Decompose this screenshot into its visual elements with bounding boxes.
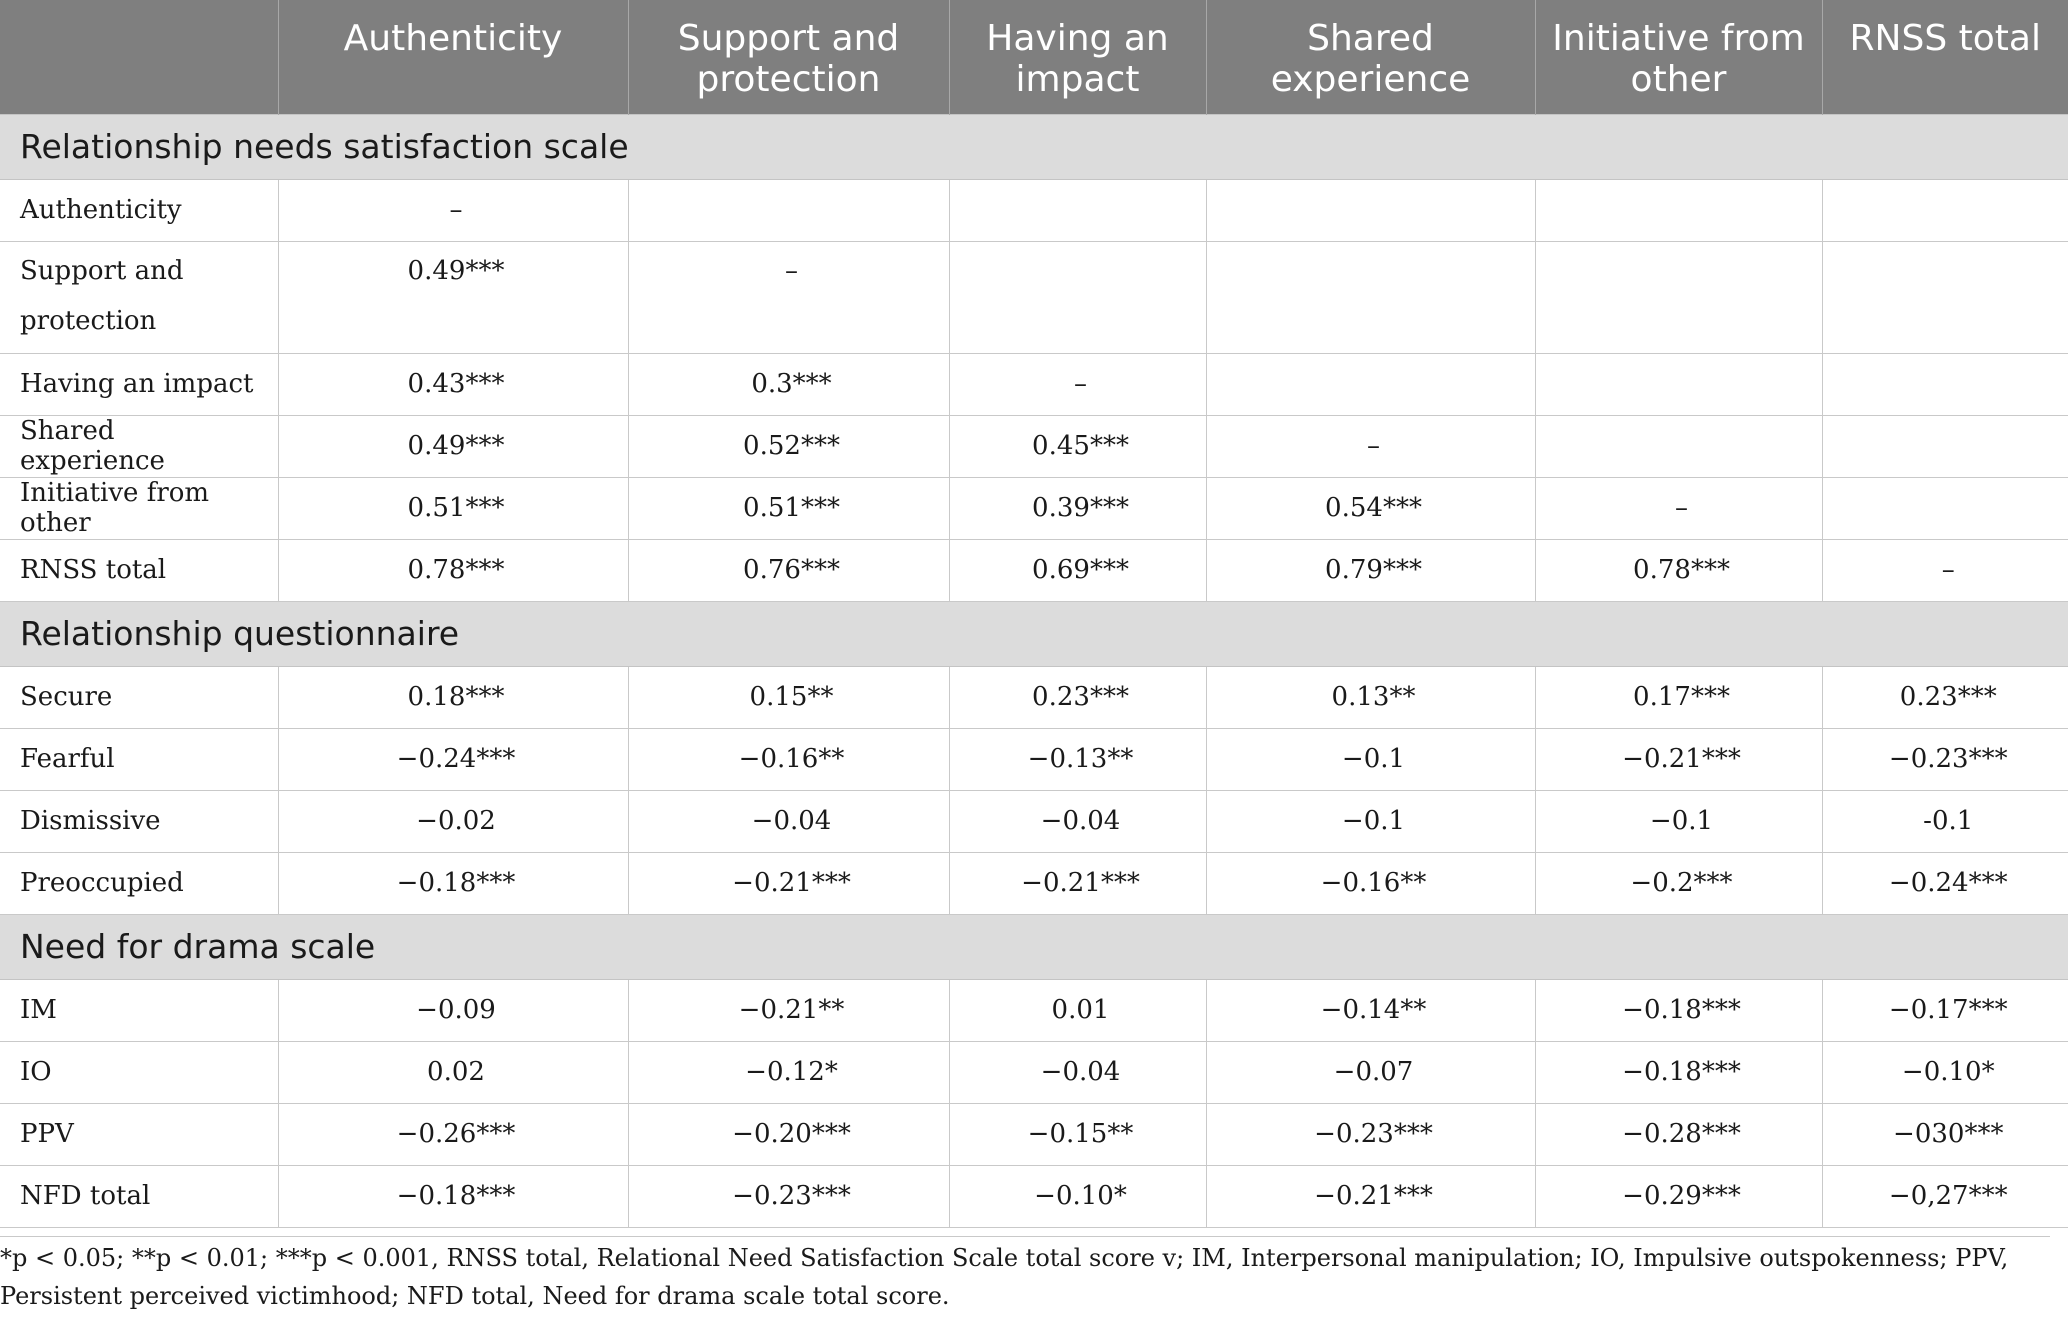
correlation-value: −0.21** (628, 979, 949, 1041)
correlation-value: −0.2*** (1535, 852, 1822, 914)
correlation-value: −030*** (1822, 1103, 2068, 1165)
table-row (0, 790, 2068, 852)
correlation-value: −0.16** (1206, 852, 1535, 914)
table-row (0, 1041, 2068, 1103)
correlation-value: 0.17*** (1535, 666, 1822, 728)
correlation-value: – (278, 179, 628, 241)
correlation-value (628, 179, 949, 241)
section-title: Relationship questionnaire (0, 601, 2068, 666)
correlation-value: −0.26*** (278, 1103, 628, 1165)
section-title: Relationship needs satisfaction scale (0, 114, 2068, 179)
correlation-value: −0.1 (1535, 790, 1822, 852)
correlation-value: 0.45*** (949, 415, 1206, 477)
correlation-value: – (1206, 415, 1535, 477)
section-header-row (0, 114, 2068, 179)
table-body (0, 114, 2068, 1227)
correlation-value: −0.21*** (949, 852, 1206, 914)
table-row (0, 179, 2068, 241)
correlation-value (1535, 179, 1822, 241)
correlation-value: 0.51*** (628, 477, 949, 539)
row-label: IO (0, 1041, 278, 1103)
correlation-value (1535, 415, 1822, 477)
correlation-value: 0.51*** (278, 477, 628, 539)
row-label: PPV (0, 1103, 278, 1165)
correlation-value (1535, 241, 1822, 353)
row-label: Dismissive (0, 790, 278, 852)
table-row (0, 353, 2068, 415)
table-header (0, 0, 2068, 114)
row-label: Having an impact (0, 353, 278, 415)
correlation-value: −0.23*** (1822, 728, 2068, 790)
row-label: Secure (0, 666, 278, 728)
correlation-value: −0.18*** (1535, 1041, 1822, 1103)
header-initiative-from-other: Initiative from other (1535, 0, 1822, 114)
correlation-value (1822, 353, 2068, 415)
table-row (0, 852, 2068, 914)
correlation-value (1206, 353, 1535, 415)
correlation-value: −0.24*** (278, 728, 628, 790)
correlation-value: 0.13** (1206, 666, 1535, 728)
section-title: Need for drama scale (0, 914, 2068, 979)
row-label: Shared experience (0, 415, 278, 477)
correlation-value: 0.23*** (949, 666, 1206, 728)
correlation-value (1822, 179, 2068, 241)
correlation-value (1822, 241, 2068, 353)
table-row (0, 1165, 2068, 1227)
table-row (0, 979, 2068, 1041)
section-header-row (0, 601, 2068, 666)
correlation-value: −0.02 (278, 790, 628, 852)
correlation-value: −0.18*** (278, 852, 628, 914)
correlation-value: 0.69*** (949, 539, 1206, 601)
correlation-value: 0.39*** (949, 477, 1206, 539)
row-label: Initiative from other (0, 477, 278, 539)
row-label: IM (0, 979, 278, 1041)
correlation-value: −0.1 (1206, 728, 1535, 790)
row-label: Support and protection (0, 241, 278, 353)
correlation-value: −0.04 (949, 790, 1206, 852)
correlation-value (1535, 353, 1822, 415)
correlation-value: −0.24*** (1822, 852, 2068, 914)
header-blank-cell (0, 0, 278, 114)
correlation-value: – (1822, 539, 2068, 601)
correlation-value: 0.18*** (278, 666, 628, 728)
correlation-value: −0.04 (949, 1041, 1206, 1103)
correlation-value: −0.18*** (278, 1165, 628, 1227)
table-row (0, 477, 2068, 539)
correlation-value: – (1535, 477, 1822, 539)
correlation-value: 0.02 (278, 1041, 628, 1103)
correlation-value: 0.15** (628, 666, 949, 728)
correlation-value: 0.49*** (278, 415, 628, 477)
correlation-value: −0.23*** (1206, 1103, 1535, 1165)
header-shared-experience: Shared experience (1206, 0, 1535, 114)
correlation-value: −0.04 (628, 790, 949, 852)
correlation-value: −0.14** (1206, 979, 1535, 1041)
row-label: Authenticity (0, 179, 278, 241)
section-header-row (0, 914, 2068, 979)
correlation-value: −0.20*** (628, 1103, 949, 1165)
table-row (0, 1103, 2068, 1165)
correlation-value: 0.3*** (628, 353, 949, 415)
correlation-value: −0.12* (628, 1041, 949, 1103)
row-label: Fearful (0, 728, 278, 790)
correlation-value: −0.29*** (1535, 1165, 1822, 1227)
table-row (0, 539, 2068, 601)
correlation-value: −0.10* (1822, 1041, 2068, 1103)
correlation-value: −0.09 (278, 979, 628, 1041)
correlation-value (949, 179, 1206, 241)
correlation-value: −0.07 (1206, 1041, 1535, 1103)
correlation-value: −0.17*** (1822, 979, 2068, 1041)
header-having-an-impact: Having an impact (949, 0, 1206, 114)
correlation-value: 0.76*** (628, 539, 949, 601)
correlation-value: – (949, 353, 1206, 415)
table-row (0, 728, 2068, 790)
correlation-value: −0.21*** (1206, 1165, 1535, 1227)
correlation-value: 0.54*** (1206, 477, 1535, 539)
table-row (0, 666, 2068, 728)
correlation-value: 0.78*** (1535, 539, 1822, 601)
correlation-value: 0.23*** (1822, 666, 2068, 728)
correlation-value (1822, 477, 2068, 539)
correlation-value: −0.28*** (1535, 1103, 1822, 1165)
correlation-value (1206, 179, 1535, 241)
correlation-value: 0.49*** (278, 241, 628, 353)
correlation-value: −0.16** (628, 728, 949, 790)
correlation-value: 0.78*** (278, 539, 628, 601)
correlation-value (1206, 241, 1535, 353)
header-rnss-total: RNSS total (1822, 0, 2068, 114)
correlation-value: −0.21*** (628, 852, 949, 914)
correlation-value: −0.10* (949, 1165, 1206, 1227)
correlation-value: −0.15** (949, 1103, 1206, 1165)
row-label: NFD total (0, 1165, 278, 1227)
correlation-value: 0.01 (949, 979, 1206, 1041)
correlation-value (949, 241, 1206, 353)
row-label: RNSS total (0, 539, 278, 601)
correlation-value: −0.18*** (1535, 979, 1822, 1041)
header-support-and-protection: Support and protection (628, 0, 949, 114)
correlation-value (1822, 415, 2068, 477)
table-footnote: *p < 0.05; **p < 0.01; ***p < 0.001, RNSS total, Relational Need Satisfaction Scale total score v; IM, Interpersonal manipulation; IO, Impulsive outspokenness; PPV, Persistent perceived victimhood; NFD total, Need for drama scale total score. (0, 1236, 2050, 1315)
correlation-value: −0,27*** (1822, 1165, 2068, 1227)
table-row (0, 241, 2068, 353)
header-authenticity: Authenticity (278, 0, 628, 114)
correlation-value: -0.1 (1822, 790, 2068, 852)
correlation-value: 0.43*** (278, 353, 628, 415)
correlation-value: −0.23*** (628, 1165, 949, 1227)
correlation-value: −0.13** (949, 728, 1206, 790)
correlation-value: 0.52*** (628, 415, 949, 477)
table-row (0, 415, 2068, 477)
row-label: Preoccupied (0, 852, 278, 914)
correlation-value: – (628, 241, 949, 353)
correlation-value: −0.1 (1206, 790, 1535, 852)
correlation-value: 0.79*** (1206, 539, 1535, 601)
correlation-value: −0.21*** (1535, 728, 1822, 790)
